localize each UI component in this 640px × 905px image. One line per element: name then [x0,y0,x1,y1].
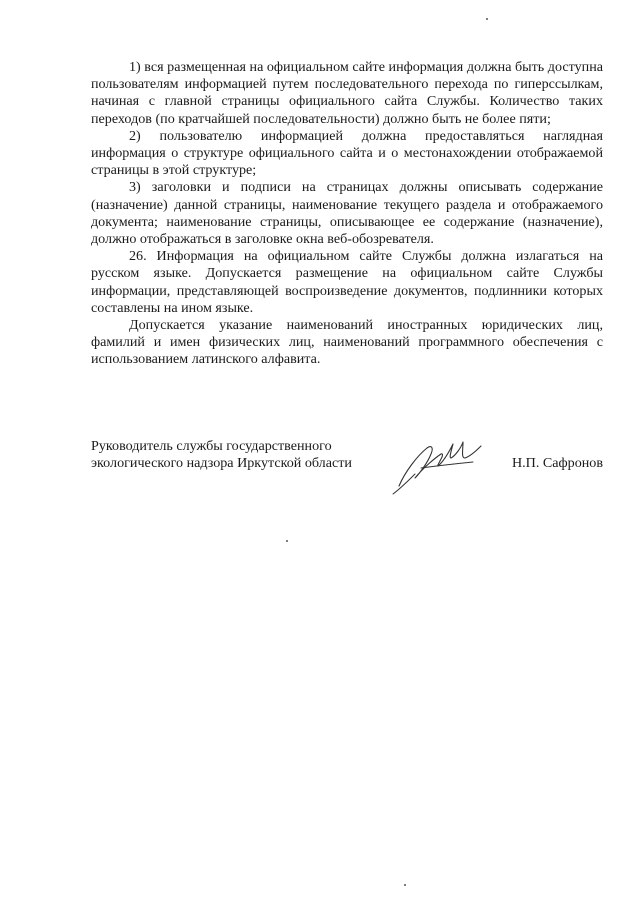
paragraph-latin-alphabet: Допускается указание наименований иностранных юридических лиц, фамилий и имен физических лиц, наименований программного обеспечения с использованием латинского алфавита. [91,317,603,368]
signatory-title [91,438,391,472]
paragraph-item-1: 1) вся размещенная на официальном сайте информация должна быть доступна пользователям информацией путем последовательного перехода по гиперссылкам, начиная с главной страницы официального сайта Службы. Количество таких переходов (по кратчайшей последовательности) должно быть не более пяти; [91,59,603,127]
handwritten-signature-icon [391,428,491,498]
signatory-title-line-1: Руководитель службы государственного [91,438,332,454]
signatory-title-line-2: экологического надзора Иркутской области [91,455,352,472]
scan-speck [404,884,406,886]
paragraph-section-26: 26. Информация на официальном сайте Службы должна излагаться на русском языке. Допускается размещение на официальном сайте Службы информации, представляющей воспроизведение документов, подлинники которых составлены на ином языке. [91,248,603,316]
paragraph-item-3: 3) заголовки и подписи на страницах должны описывать содержание (назначение) данной страницы, наименование текущего раздела и отображаемого документа; наименование страницы, описывающее ее содержание (назначение), должно отображаться в заголовке окна веб-обозревателя. [91,179,603,248]
paragraph-item-2: 2) пользователю информацией должна предоставляться наглядная информация о структуре официального сайта и о местонахождении отображаемой страницы в этой структуре; [91,127,603,179]
scan-speck [286,540,288,542]
signature-block [91,438,603,498]
document-body [91,59,603,369]
scan-speck [486,18,488,20]
signatory-name: Н.П. Сафронов [511,455,603,471]
